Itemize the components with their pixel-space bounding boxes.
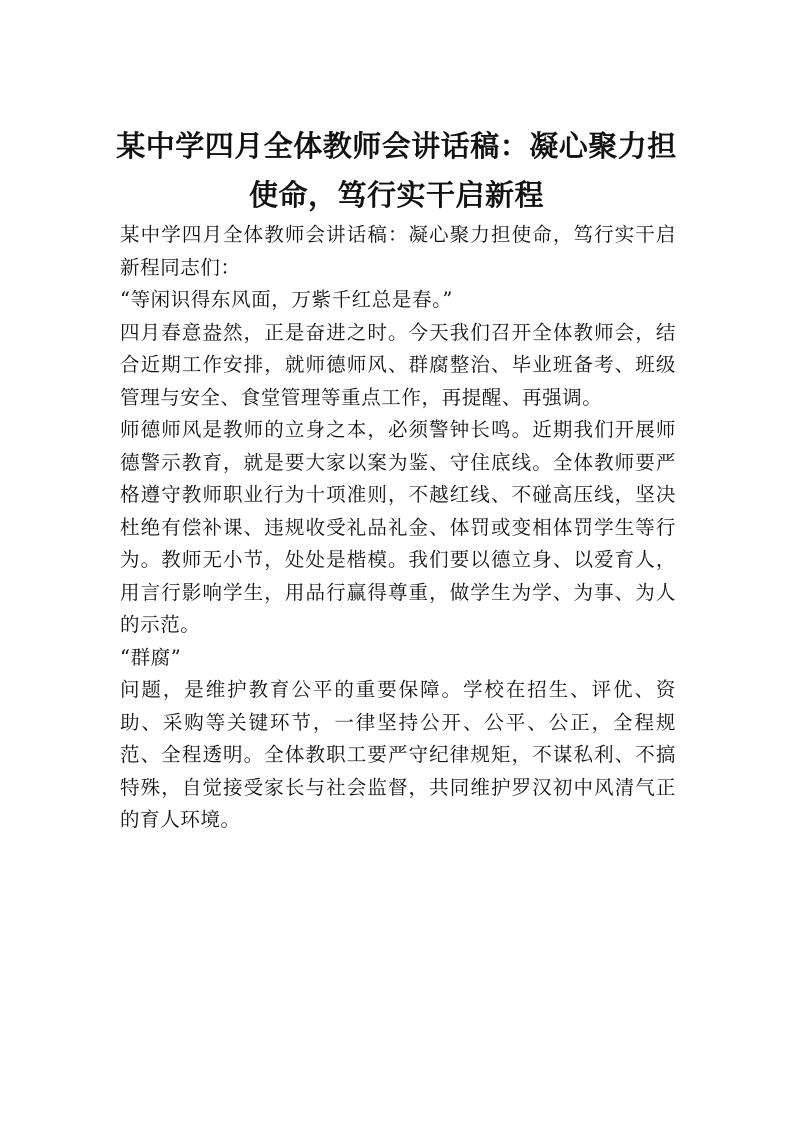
document-title: 某中学四月全体教师会讲话稿：凝心聚力担使命，笃行实干启新程: [116, 129, 677, 212]
paragraph-greeting: 某中学四月全体教师会讲话稿：凝心聚力担使命，笃行实干启新程同志们：: [120, 223, 676, 279]
paragraph-ethics: 师德师风是教师的立身之本，必须警钟长鸣。近期我们开展师德警示教育，就是要大家以案为鉴、守住底线。全体教师要严格遵守教师职业行为十项准则，不越红线、不碰高压线，坚决杜绝有偿补课、违规收受礼品礼金、体罚或变相体罚学生等行为。教师无小节，处处是楷模。我们要以德立身、以爱育人，用言行影响学生，用品行赢得尊重，做学生为学、为事、为人的示范。: [120, 418, 676, 636]
paragraph-intro: 四月春意盎然，正是奋进之时。今天我们召开全体教师会，结合近期工作安排，就师德师风、群腐整治、毕业班备考、班级管理与安全、食堂管理等重点工作，再提醒、再强调。: [120, 320, 676, 409]
paragraph-corruption: 问题，是维护教育公平的重要保障。学校在招生、评优、资助、采购等关键环节，一律坚持公开、公平、公正，全程规范、全程透明。全体教职工要严守纪律规矩，不谋私利、不搞特殊，自觉接受家长与社会监督，共同维护罗汉初中风清气正的育人环境。: [120, 678, 676, 831]
paragraph-quote: “等闲识得东风面，万紫千红总是春。”: [120, 288, 453, 311]
paragraph-heading-corruption: “群腐”: [120, 645, 182, 669]
document-body: [120, 219, 676, 837]
